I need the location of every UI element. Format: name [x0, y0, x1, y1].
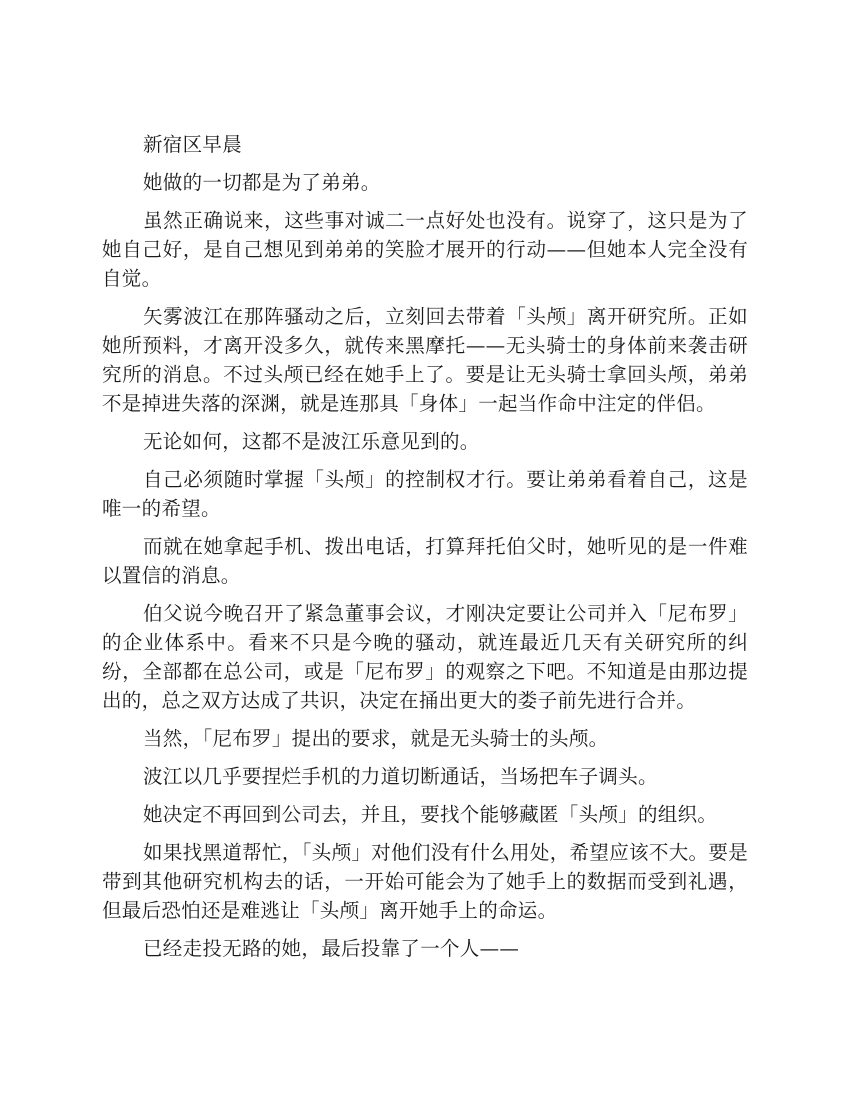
paragraph: 如果找黑道帮忙，「头颅」对他们没有什么用处，希望应该不大。要是带到其他研究机构去的话，一开始可能会为了她手上的数据而受到礼遇，但最后恐怕还是难逃让「头颅」离开她手上的命运。: [102, 841, 748, 922]
document-page: [102, 130, 748, 972]
paragraph: 她决定不再回到公司去，并且，要找个能够藏匿「头颅」的组织。: [143, 803, 718, 826]
paragraph: 虽然正确说来，这些事对诚二一点好处也没有。说穿了，这只是为了她自己好，是自己想见到弟弟的笑脸才展开的行动——但她本人完全没有自觉。: [102, 209, 748, 290]
paragraph: 伯父说今晚召开了紧急董事会议，才刚决定要让公司并入「尼布罗」的企业体系中。看来不只是今晚的骚动，就连最近几天有关研究所的纠纷，全部都在总公司，或是「尼布罗」的观察之下吧。不知道是由那边提出的，总之双方达成了共识，决定在捅出更大的娄子前先进行合并。: [102, 602, 748, 712]
paragraph: 波江以几乎要捏烂手机的力道切断通话，当场把车子调头。: [143, 765, 658, 788]
paragraph: 矢雾波江在那阵骚动之后，立刻回去带着「头颅」离开研究所。正如她所预料，才离开没多久，就传来黑摩托——无头骑士的身体前来袭击研究所的消息。不过头颅已经在她手上了。要是让无头骑士拿回头颅，弟弟不是掉进失落的深渊，就是连那具「身体」一起当作命中注定的伴侣。: [102, 305, 748, 415]
paragraph: 无论如何，这都不是波江乐意见到的。: [143, 430, 480, 453]
section-heading: 新宿区早晨: [143, 133, 243, 156]
paragraph: 自己必须随时掌握「头颅」的控制权才行。要让弟弟看着自己，这是唯一的希望。: [102, 468, 748, 520]
paragraph: 当然，「尼布罗」提出的要求，就是无头骑士的头颅。: [143, 727, 609, 750]
paragraph: 而就在她拿起手机、拨出电话，打算拜托伯父时，她听见的是一件难以置信的消息。: [102, 535, 748, 587]
paragraph: 她做的一切都是为了弟弟。: [143, 171, 381, 194]
paragraph: 已经走投无路的她，最后投靠了一个人——: [143, 937, 520, 960]
